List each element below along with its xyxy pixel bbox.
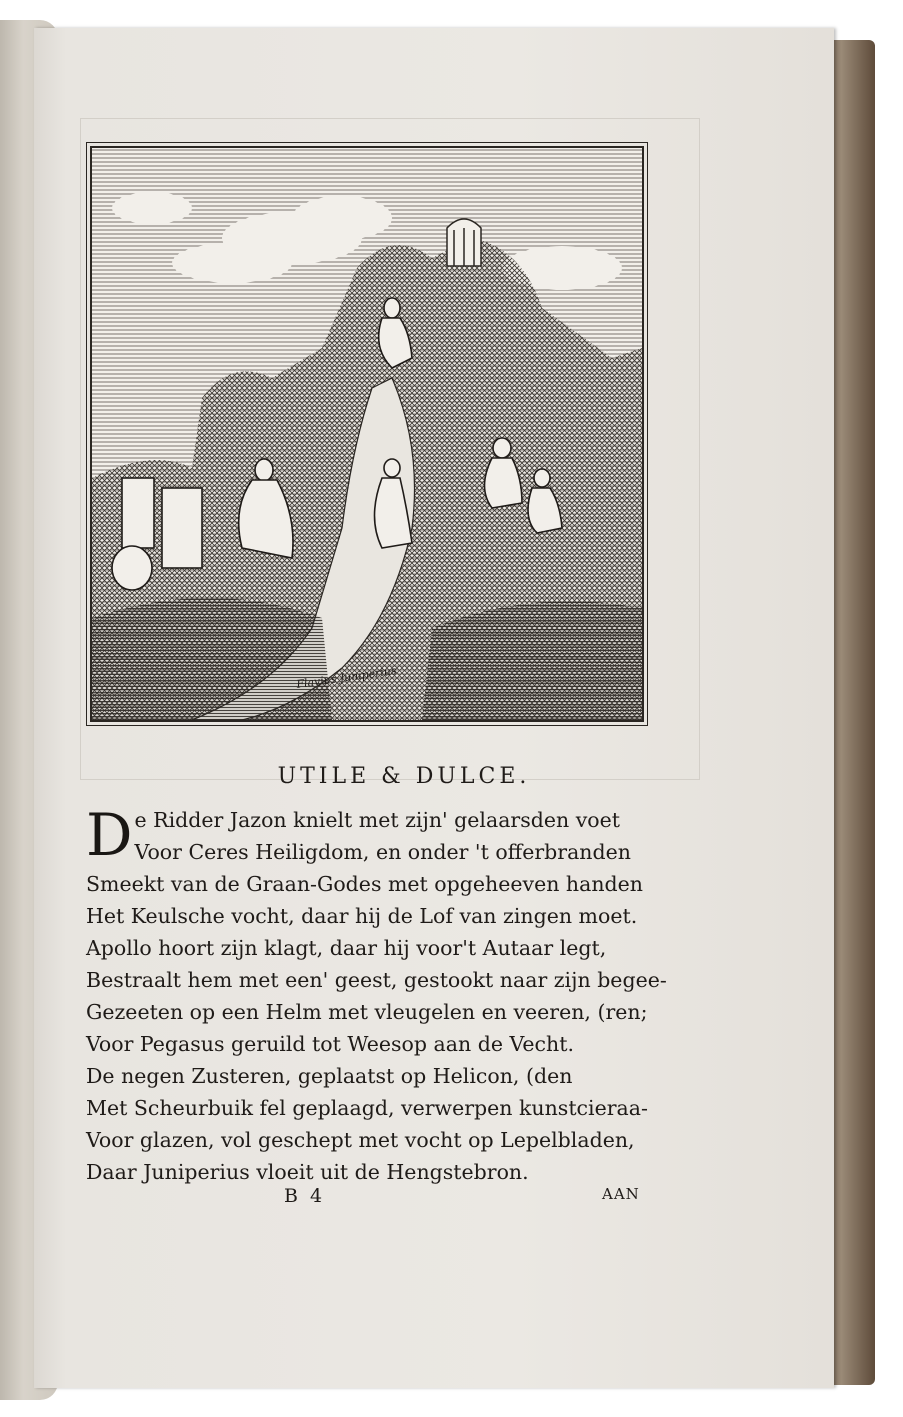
poem-line: Voor glazen, vol geschept met vocht op Lepelbladen, <box>86 1128 635 1152</box>
poem-line: Het Keulsche vocht, daar hij de Lof van zingen moet. <box>86 904 638 928</box>
poem-text <box>86 801 786 1188</box>
page-title: UTILE & DULCE. <box>277 764 531 789</box>
poem-line: Bestraalt hem met een' geest, gestookt naar zijn begee- <box>86 968 667 992</box>
catchword: AAN <box>602 1185 640 1203</box>
book-page <box>34 28 834 1388</box>
poem-line: Daar Juniperius vloeit uit de Hengstebron. <box>86 1160 529 1184</box>
poem-line: e Ridder Jazon knielt met zijn' gelaarsden voet <box>134 808 621 832</box>
poem-line: Met Scheurbuik fel geplaagd, verwerpen kunstcieraa- <box>86 1096 648 1120</box>
poem-line: Smeekt van de Graan-Godes met opgeheeven handen <box>86 872 644 896</box>
signature-mark: B 4 <box>284 1185 326 1207</box>
temple <box>447 219 481 266</box>
engraving-signature: Flavius Juniperius <box>295 664 398 691</box>
poem-line: De negen Zusteren, geplaatst op Helicon, (den <box>86 1064 573 1088</box>
poem-line: Voor Ceres Heiligdom, en onder 't offerbranden <box>134 840 631 864</box>
drop-cap: D <box>86 801 133 869</box>
engraved-illustration <box>90 146 644 722</box>
poem-line: Apollo hoort zijn klagt, daar hij voor't Autaar legt, <box>86 936 607 960</box>
poem-line: Voor Pegasus geruild tot Weesop aan de Vecht. <box>86 1032 574 1056</box>
poem-line: Gezeeten op een Helm met vleugelen en veeren, (ren; <box>86 1000 648 1024</box>
